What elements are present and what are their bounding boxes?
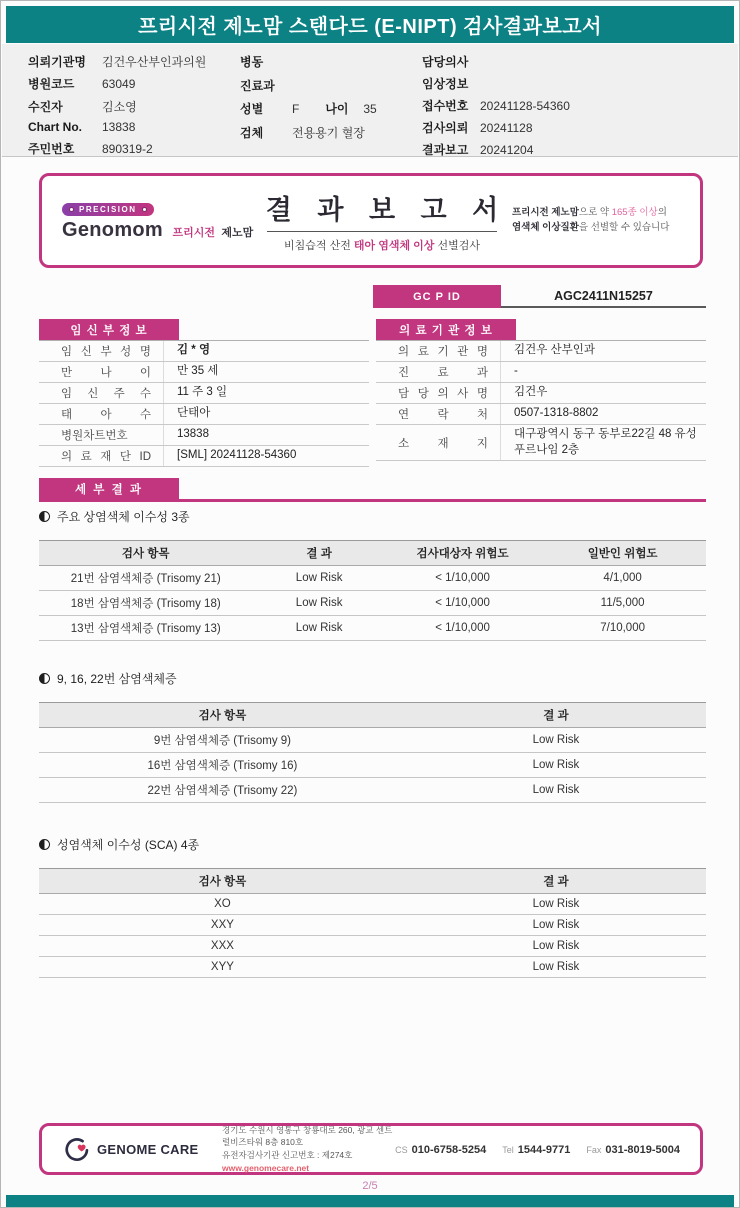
info-row-label: 의 료 재 단 ID bbox=[39, 446, 164, 466]
mother-info-rows bbox=[39, 340, 369, 467]
info-row bbox=[39, 341, 369, 362]
contact-type: Tel bbox=[502, 1145, 514, 1155]
info-row bbox=[376, 341, 706, 362]
table-row bbox=[39, 753, 706, 778]
column-test-item: 검사 항목 bbox=[39, 541, 252, 566]
badge-dot-icon bbox=[142, 207, 147, 212]
result-report-heading: 결 과 보 고 서 bbox=[265, 195, 508, 225]
footer-website-link[interactable]: www.genomecare.net bbox=[222, 1162, 310, 1173]
field-label: 검체 bbox=[240, 125, 264, 140]
info-row bbox=[376, 362, 706, 383]
report-title: 프리시전 제노맘 스탠다드 (E-NIPT) 검사결과보고서 bbox=[138, 16, 602, 38]
subject-risk-cell: < 1/10,000 bbox=[386, 566, 539, 591]
patient-info-column-1 bbox=[28, 53, 240, 156]
table-row bbox=[39, 936, 706, 957]
result-cell: Low Risk bbox=[406, 894, 706, 915]
table-row bbox=[39, 778, 706, 803]
group2-heading-text: 9, 16, 22번 삼염색체증 bbox=[57, 672, 177, 686]
field-value: 13838 bbox=[102, 119, 136, 134]
population-risk-cell: 7/10,000 bbox=[539, 616, 706, 641]
subtitle-suffix: 선별검사 bbox=[434, 240, 480, 252]
info-row-label: 소 재 지 bbox=[376, 425, 501, 460]
info-row bbox=[39, 425, 369, 446]
group1-heading bbox=[39, 508, 706, 525]
field-label: 임상정보 bbox=[422, 76, 469, 91]
mother-info-table bbox=[39, 319, 369, 467]
field-label: 주민번호 bbox=[28, 142, 75, 157]
result-cell: Low Risk bbox=[252, 566, 385, 591]
test-item-cell: XXY bbox=[39, 915, 406, 936]
info-row-label: 연 락 처 bbox=[376, 404, 501, 424]
patient-info-column-2 bbox=[240, 53, 422, 156]
info-row bbox=[376, 404, 706, 425]
report-side-note bbox=[512, 206, 684, 235]
precision-badge bbox=[62, 203, 154, 216]
column-subject-risk: 검사대상자 위험도 bbox=[386, 541, 539, 566]
info-row bbox=[39, 404, 369, 425]
genomom-brand-block bbox=[62, 199, 252, 242]
results-area bbox=[39, 508, 706, 978]
report-card-title-block bbox=[252, 188, 512, 253]
test-item-cell: XXX bbox=[39, 936, 406, 957]
info-row-value: - bbox=[514, 365, 518, 378]
info-row bbox=[376, 425, 706, 461]
field-receipt-no bbox=[422, 97, 722, 112]
result-cell: Low Risk bbox=[252, 616, 385, 641]
contact-fax bbox=[586, 1140, 680, 1158]
column-result: 결 과 bbox=[406, 869, 706, 894]
test-item-cell: 21번 삼염색체증 (Trisomy 21) bbox=[39, 566, 252, 591]
field-ward bbox=[240, 53, 422, 70]
subtitle-prefix: 비침습적 산전 bbox=[284, 240, 354, 252]
test-item-cell: XYY bbox=[39, 957, 406, 978]
test-item-cell: 18번 삼염색체증 (Trisomy 18) bbox=[39, 591, 252, 616]
field-report-date bbox=[422, 141, 722, 156]
report-subtitle bbox=[252, 237, 512, 253]
detail-results-section-header bbox=[39, 478, 706, 502]
column-test-item: 검사 항목 bbox=[39, 703, 406, 728]
table-row bbox=[39, 728, 706, 753]
contact-cs bbox=[395, 1140, 486, 1158]
genome-care-logo-icon bbox=[64, 1136, 91, 1163]
info-row-value: [SML] 20241128-54360 bbox=[177, 449, 297, 462]
field-label: 병원코드 bbox=[28, 77, 75, 92]
column-result: 결 과 bbox=[252, 541, 385, 566]
major-trisomy-table bbox=[39, 540, 706, 641]
report-title-bar bbox=[6, 6, 734, 43]
side-note-text: 으로 약 bbox=[578, 206, 612, 218]
field-label: 병동 bbox=[240, 55, 264, 69]
field-label: 의뢰기관명 bbox=[28, 55, 86, 69]
table-header-row bbox=[39, 869, 706, 894]
field-label: Chart No. bbox=[28, 119, 82, 134]
info-row-label: 임 신 부 성 명 bbox=[39, 341, 164, 361]
field-request-date bbox=[422, 119, 722, 134]
field-value: 63049 bbox=[102, 77, 136, 92]
info-row bbox=[376, 383, 706, 404]
gcp-id-row bbox=[373, 285, 706, 308]
field-label: 진료과 bbox=[240, 78, 275, 93]
field-label: 나이 bbox=[325, 102, 349, 116]
contact-type: CS bbox=[395, 1145, 408, 1155]
detail-results-title: 세 부 결 과 bbox=[39, 478, 179, 499]
info-row-label: 임 신 주 수 bbox=[39, 383, 164, 403]
result-cell: Low Risk bbox=[252, 591, 385, 616]
field-sex-age bbox=[240, 100, 422, 117]
title-divider bbox=[267, 231, 497, 232]
info-row-label: 병원차트번호 bbox=[39, 425, 164, 445]
field-value: 20241128-54360 bbox=[480, 98, 570, 113]
field-value: F bbox=[292, 102, 300, 116]
field-value: 20241128 bbox=[480, 120, 533, 135]
field-specimen bbox=[240, 124, 422, 141]
field-value: 전용용기 혈장 bbox=[292, 125, 365, 140]
group3-heading-text: 성염색체 이수성 (SCA) 4종 bbox=[57, 838, 200, 852]
info-row-label: 의 료 기 관 명 bbox=[376, 341, 501, 361]
gcp-id-label: GC P ID bbox=[373, 285, 501, 308]
group3-heading bbox=[39, 836, 706, 853]
column-test-item: 검사 항목 bbox=[39, 869, 406, 894]
side-note-text: 의 bbox=[657, 206, 667, 218]
mother-info-header: 임 신 부 정 보 bbox=[39, 319, 179, 340]
info-row-value: 단태아 bbox=[177, 407, 211, 420]
footer-address-block bbox=[222, 1124, 395, 1175]
column-result: 결 과 bbox=[406, 703, 706, 728]
genome-care-logo bbox=[64, 1136, 222, 1163]
precision-badge-label: PRECISION bbox=[79, 205, 137, 214]
field-resident-no bbox=[28, 140, 240, 156]
population-risk-cell: 11/5,000 bbox=[539, 591, 706, 616]
genomom-wordmark bbox=[62, 219, 252, 242]
side-note-bold: 염색체 이상질환 bbox=[512, 221, 579, 233]
brand-name-kr-precision: 프리시전 bbox=[172, 227, 215, 239]
result-cell: Low Risk bbox=[406, 915, 706, 936]
result-cell: Low Risk bbox=[406, 936, 706, 957]
contact-number: 010-6758-5254 bbox=[411, 1144, 487, 1156]
subtitle-highlight: 태아 염색체 이상 bbox=[353, 240, 435, 252]
field-label: 성별 bbox=[240, 102, 264, 116]
info-row-value: 김 * 영 bbox=[177, 344, 211, 357]
info-row-value: 11 주 3 일 bbox=[177, 386, 228, 399]
brand-name-kr-genomom: 제노맘 bbox=[221, 227, 254, 239]
bottom-accent-bar bbox=[6, 1195, 734, 1207]
group1-heading-text: 주요 상염색체 이수성 3종 bbox=[57, 510, 190, 524]
info-row-value: 김건우 산부인과 bbox=[514, 344, 595, 357]
field-clinical-info bbox=[422, 75, 722, 90]
field-label: 검사의뢰 bbox=[422, 120, 469, 135]
info-row-value: 김건우 bbox=[514, 386, 548, 399]
table-header-row bbox=[39, 541, 706, 566]
field-requesting-org bbox=[28, 53, 240, 69]
result-cell: Low Risk bbox=[406, 778, 706, 803]
field-value: 20241204 bbox=[480, 142, 534, 157]
half-circle-bullet-icon bbox=[39, 839, 50, 850]
info-tables bbox=[39, 319, 706, 467]
table-row bbox=[39, 616, 706, 641]
table-row bbox=[39, 915, 706, 936]
info-row bbox=[39, 383, 369, 404]
footer-address: 경기도 수원시 영통구 창룡대로 260, 광교 센트럴비즈타워 8층 810호 bbox=[222, 1124, 393, 1148]
gcp-id-value: AGC2411N15257 bbox=[501, 285, 706, 308]
table-row bbox=[39, 894, 706, 915]
field-chart-no bbox=[28, 120, 240, 134]
info-row bbox=[39, 446, 369, 467]
table-row bbox=[39, 566, 706, 591]
table-row bbox=[39, 957, 706, 978]
info-row-label: 만 나 이 bbox=[39, 362, 164, 382]
field-value: 김소영 bbox=[102, 99, 137, 114]
subject-risk-cell: < 1/10,000 bbox=[386, 591, 539, 616]
test-item-cell: XO bbox=[39, 894, 406, 915]
genome-care-brand-text: GENOME CARE bbox=[97, 1141, 199, 1157]
contact-tel bbox=[502, 1140, 570, 1158]
test-item-cell: 9번 삼염색체증 (Trisomy 9) bbox=[39, 728, 406, 753]
table-row bbox=[39, 591, 706, 616]
info-row-value: 대구광역시 동구 동부로22길 48 유성 푸르나임 2층 bbox=[514, 428, 697, 456]
result-cell: Low Risk bbox=[406, 728, 706, 753]
test-item-cell: 22번 삼염색체증 (Trisomy 22) bbox=[39, 778, 406, 803]
brand-name-en: Genomom bbox=[62, 219, 163, 241]
field-attending-doctor bbox=[422, 53, 722, 68]
clinic-info-table bbox=[376, 319, 706, 467]
contact-type: Fax bbox=[586, 1145, 602, 1155]
field-value: 35 bbox=[363, 102, 377, 116]
field-department bbox=[240, 77, 422, 94]
info-row-label: 진 료 과 bbox=[376, 362, 501, 382]
sca-table bbox=[39, 868, 706, 978]
info-row bbox=[39, 362, 369, 383]
field-hospital-code bbox=[28, 75, 240, 91]
badge-dot-icon bbox=[69, 207, 74, 212]
info-row-value: 0507-1318-8802 bbox=[514, 407, 599, 420]
result-cell: Low Risk bbox=[406, 753, 706, 778]
other-trisomy-table bbox=[39, 702, 706, 803]
field-label: 담당의사 bbox=[422, 55, 469, 69]
info-row-label: 담 당 의 사 명 bbox=[376, 383, 501, 403]
field-patient-name bbox=[28, 98, 240, 114]
side-note-highlight: 165종 이상 bbox=[611, 206, 658, 218]
footer-card bbox=[39, 1123, 703, 1175]
page-number: 2/5 bbox=[362, 1180, 378, 1192]
field-label: 접수번호 bbox=[422, 98, 469, 113]
field-label: 결과보고 bbox=[422, 142, 469, 157]
clinic-info-rows bbox=[376, 340, 706, 461]
contact-number: 1544-9771 bbox=[517, 1144, 571, 1156]
group2-heading bbox=[39, 670, 706, 687]
half-circle-bullet-icon bbox=[39, 511, 50, 522]
info-row-value: 13838 bbox=[177, 428, 209, 441]
contact-number: 031-8019-5004 bbox=[605, 1144, 680, 1156]
footer-contacts bbox=[395, 1140, 680, 1158]
info-row-label: 태 아 수 bbox=[39, 404, 164, 424]
population-risk-cell: 4/1,000 bbox=[539, 566, 706, 591]
test-item-cell: 16번 삼염색체증 (Trisomy 16) bbox=[39, 753, 406, 778]
patient-info-panel bbox=[2, 44, 738, 157]
side-note-text: 을 선별할 수 있습니다 bbox=[578, 221, 670, 233]
table-header-row bbox=[39, 703, 706, 728]
half-circle-bullet-icon bbox=[39, 673, 50, 684]
footer-license: 유전자검사기관 신고번호 : 제274호 bbox=[222, 1150, 353, 1160]
side-note-bold: 프리시전 제노맘 bbox=[512, 206, 579, 218]
field-value: 890319-2 bbox=[102, 142, 153, 157]
field-label: 수진자 bbox=[28, 99, 63, 114]
result-report-card bbox=[39, 173, 703, 268]
subject-risk-cell: < 1/10,000 bbox=[386, 616, 539, 641]
info-row-value: 만 35 세 bbox=[177, 365, 219, 378]
field-value: 김건우산부인과의원 bbox=[102, 55, 207, 69]
patient-info-column-3 bbox=[422, 53, 722, 156]
test-item-cell: 13번 삼염색체증 (Trisomy 13) bbox=[39, 616, 252, 641]
clinic-info-header: 의 료 기 관 정 보 bbox=[376, 319, 516, 340]
column-population-risk: 일반인 위험도 bbox=[539, 541, 706, 566]
result-cell: Low Risk bbox=[406, 957, 706, 978]
